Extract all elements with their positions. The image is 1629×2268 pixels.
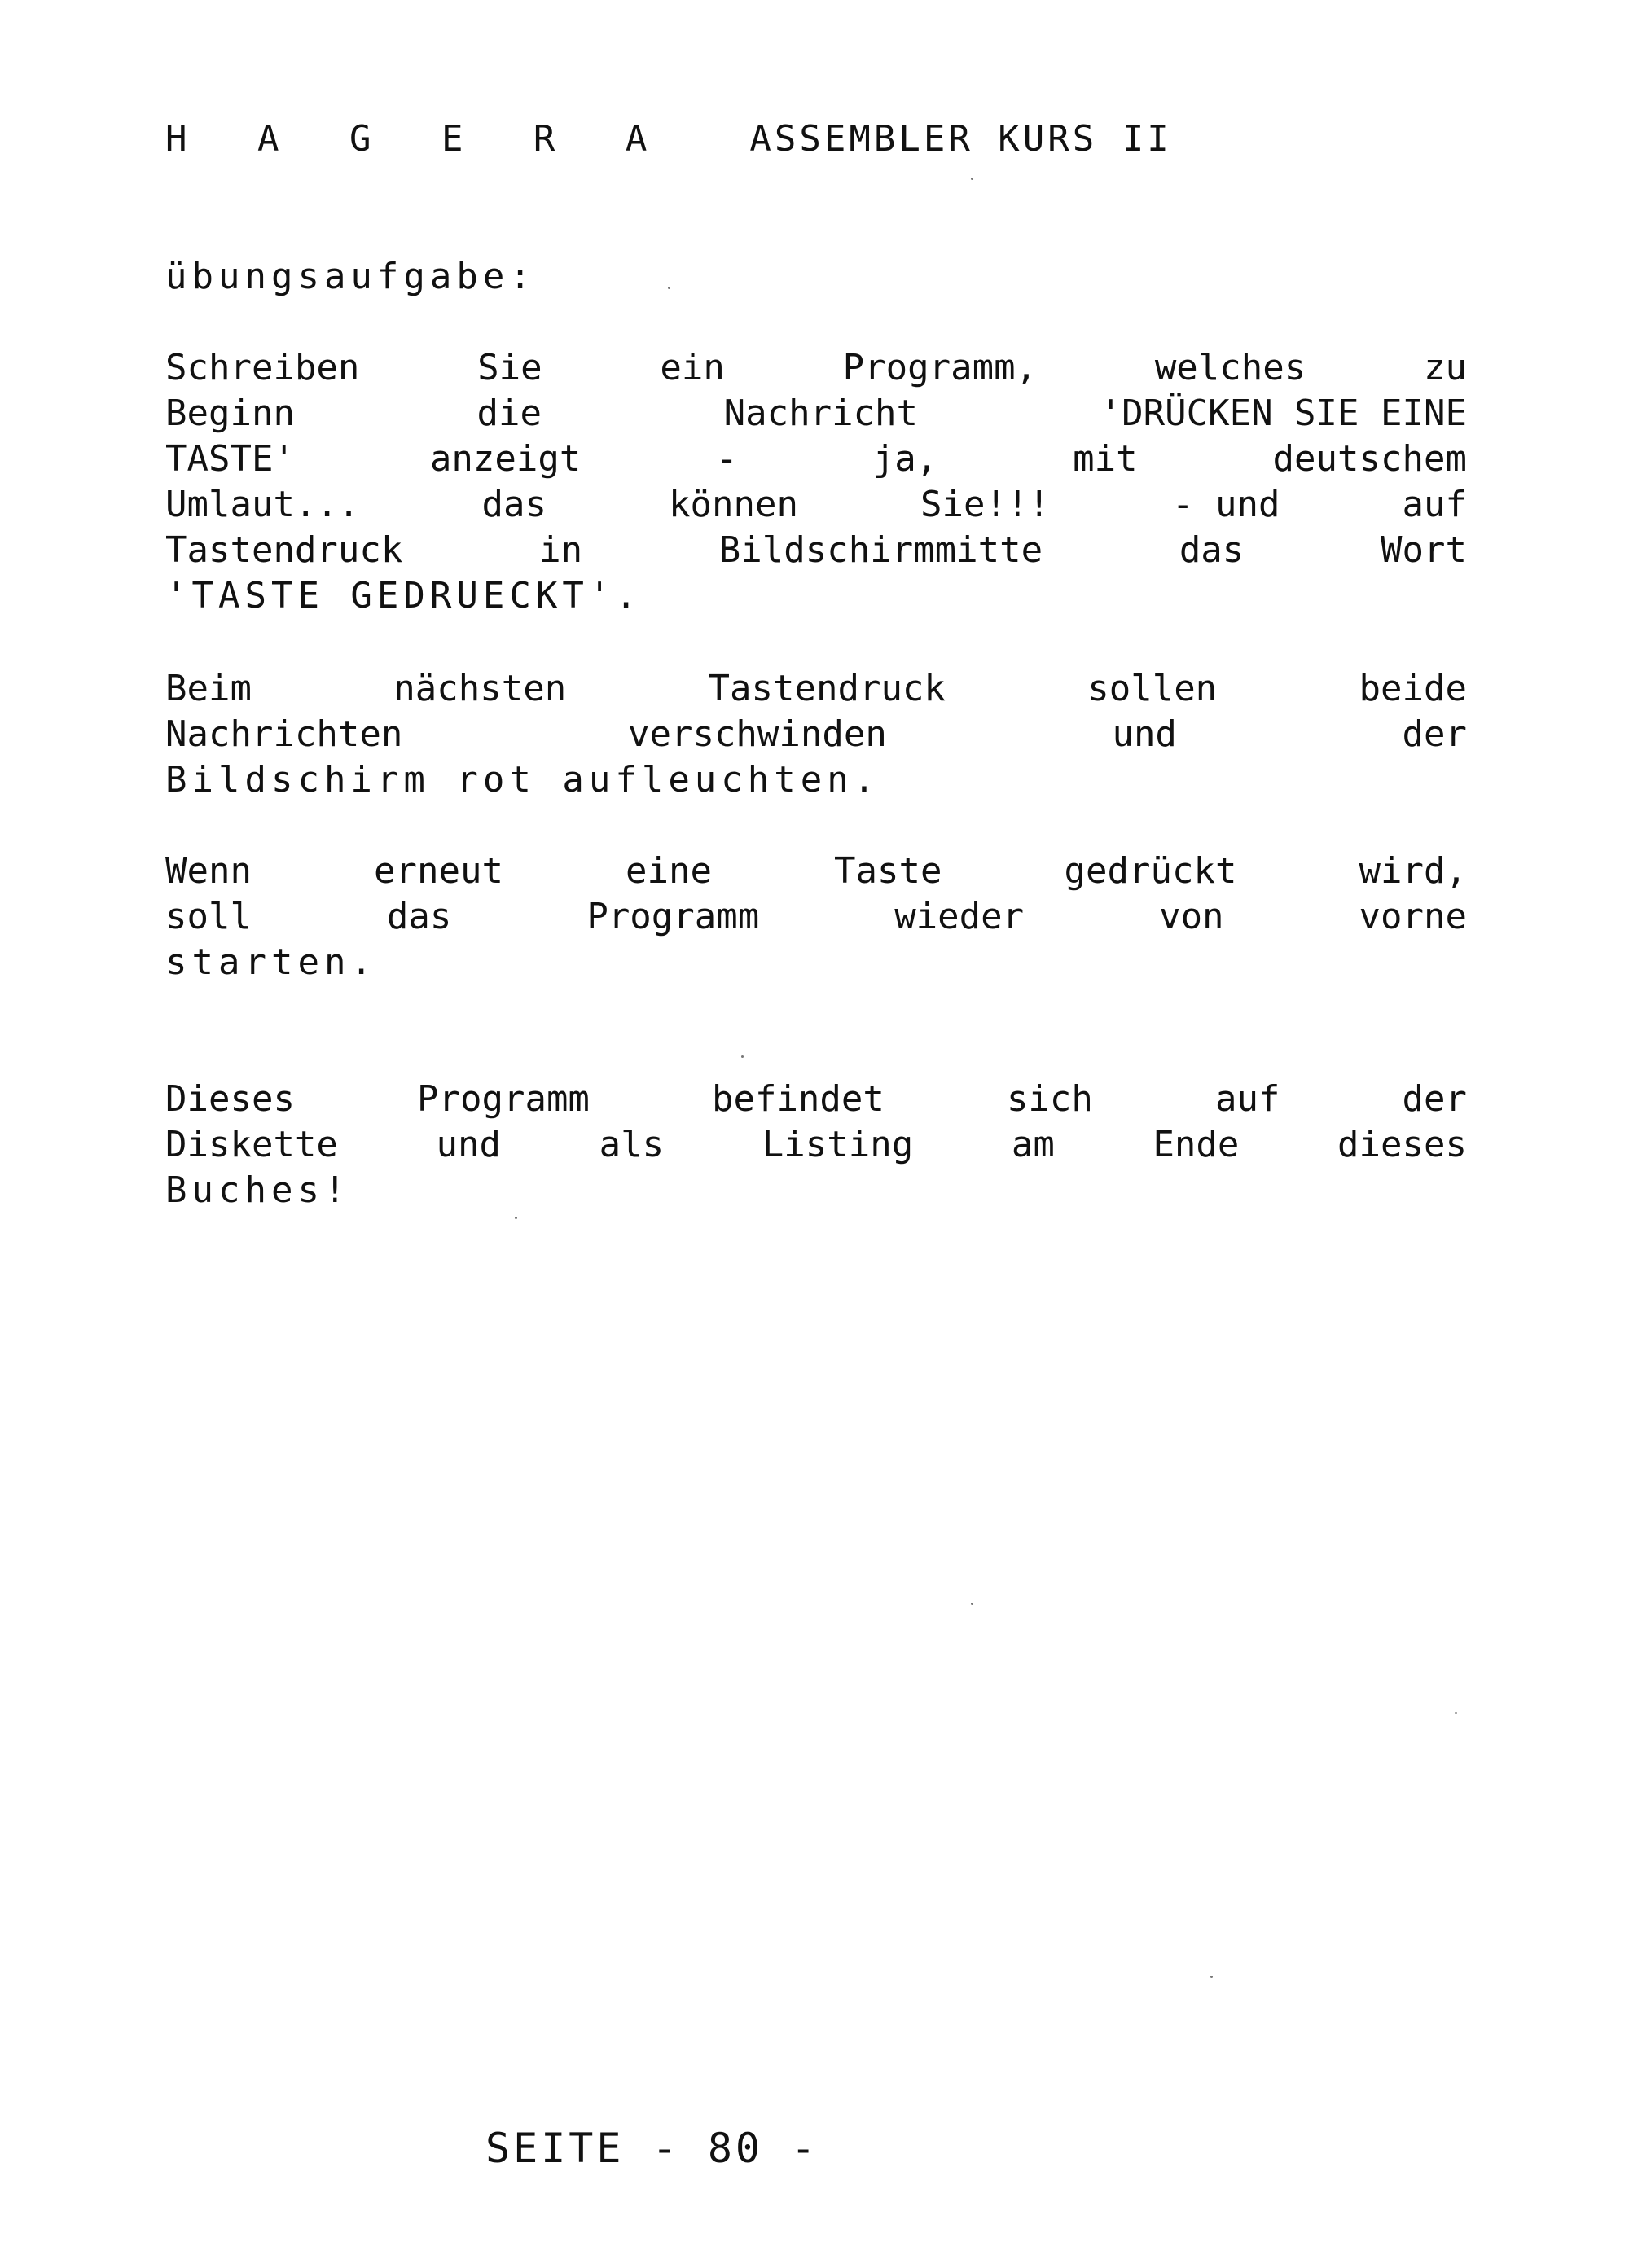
word: sich [1006,1078,1093,1120]
word: wieder [894,896,1025,937]
paragraph-1 [165,345,1467,619]
paragraph-line [165,1122,1467,1168]
word: das [1179,529,1245,571]
paragraph-3 [165,849,1467,985]
exercise-heading: übungsaufgabe: [165,256,536,297]
scan-speck [971,1603,973,1605]
word: sollen [1087,668,1218,709]
paragraph-last-line: 'TASTE GEDRUECKT'. [165,575,642,616]
paragraph-4 [165,1077,1467,1213]
scan-speck [1455,1712,1457,1714]
paragraph-last-line: Buches! [165,1169,351,1211]
paragraph-line [165,436,1467,482]
word: anzeigt [429,438,582,480]
word: befindet [711,1078,885,1120]
paragraph-line [165,894,1467,940]
word: Beginn [165,393,295,434]
paragraph-line [165,345,1467,391]
word: gedrückt [1064,850,1237,892]
header-course-title: ASSEMBLER KURS II [749,118,1172,160]
paragraph-2 [165,666,1467,803]
word: ja, [872,438,938,480]
word: Ende [1153,1124,1240,1165]
scan-speck [515,1217,517,1219]
word: Listing [762,1124,914,1165]
word: verschwinden [627,713,887,755]
word: Programm, [842,347,1038,388]
word: am [1011,1124,1055,1165]
word: Bildschirmmitte [718,529,1043,571]
word: beide [1359,668,1467,709]
paragraph-line [165,482,1467,528]
word: Diskette [165,1124,338,1165]
word: auf [1402,484,1467,525]
word: das [386,896,452,937]
word: wird, [1359,850,1467,892]
word: eine [626,850,712,892]
word: das [481,484,547,525]
word: Beim [165,668,252,709]
word: Sie [477,347,542,388]
paragraph-line [165,712,1467,757]
page-number: SEITE - 80 - [485,2125,819,2172]
word: - [716,438,738,480]
word: in [539,529,583,571]
word: - und [1172,484,1280,525]
paragraph-line [165,391,1467,436]
word: und [1112,713,1177,755]
word: Wort [1380,529,1467,571]
word: als [599,1124,665,1165]
word: mit [1073,438,1138,480]
word: der [1402,713,1467,755]
word: Nachricht [723,393,919,434]
paragraph-line [165,666,1467,712]
word: Programm [586,896,760,937]
word: Sie!!! [920,484,1050,525]
word: TASTE' [165,438,295,480]
word: dieses [1337,1124,1467,1165]
word: soll [165,896,252,937]
header-brand: H A G E R A [165,118,672,160]
paragraph-line [165,528,1467,573]
paragraph-line [165,849,1467,894]
paragraph-last-line: starten. [165,941,377,983]
paragraph-last-line: Bildschirm rot aufleuchten. [165,759,880,801]
word: von [1159,896,1224,937]
word: welches [1154,347,1306,388]
word: Umlaut... [165,484,360,525]
scan-speck [668,287,670,289]
word: Nachrichten [165,713,403,755]
word: Schreiben [165,347,360,388]
word: zu [1424,347,1467,388]
word: 'DRÜCKEN SIE EINE [1100,393,1467,434]
scan-speck [1210,1976,1213,1978]
word: erneut [374,850,503,892]
scan-speck [971,178,973,180]
word: Taste [834,850,942,892]
scan-speck [741,1055,744,1058]
word: ein [660,347,725,388]
word: die [476,393,542,434]
word: deutschem [1272,438,1467,480]
word: auf [1214,1078,1280,1120]
word: können [669,484,798,525]
word: nächsten [393,668,567,709]
word: Dieses [165,1078,295,1120]
word: und [436,1124,502,1165]
word: Tastendruck [708,668,946,709]
word: Wenn [165,850,252,892]
word: Programm [417,1078,590,1120]
word: Tastendruck [165,529,403,571]
page-header [165,116,1172,162]
paragraph-line [165,1077,1467,1122]
word: der [1402,1078,1467,1120]
word: vorne [1359,896,1467,937]
